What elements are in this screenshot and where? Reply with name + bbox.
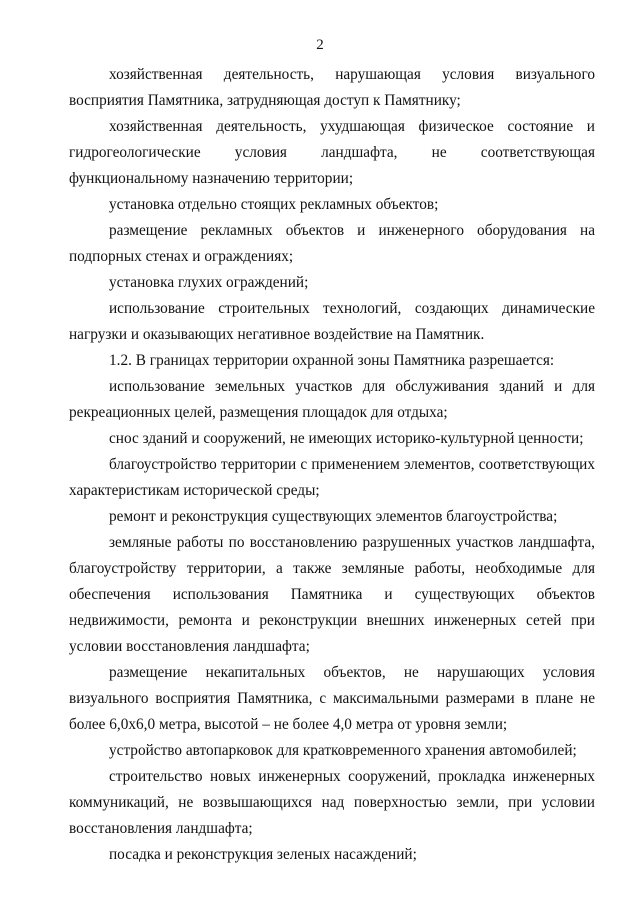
paragraph: размещение некапитальных объектов, не нарушающих условия визуального восприятия Памятника, с максимальными размерами в плане не более 6,0x6,0 метра, высотой – не более 4,0 метра от уровня земли; [69,664,595,733]
paragraph: земляные работы по восстановлению разрушенных участков ландшафта, благоустройству территории, а также земляные работы, необходимые для обеспечения использования Памятника и существующих объектов недвижимости, ремонта и реконструкции внешних инженерных сетей при условии восстановления ландшафта; [69,534,595,655]
paragraph: благоустройство территории с применением элементов, соответствующих характеристикам исторической среды; [69,456,595,499]
paragraph: использование земельных участков для обслуживания зданий и для рекреационных целей, размещения площадок для отдыха; [69,378,595,421]
paragraph: установка глухих ограждений; [109,274,309,291]
page-number: 2 [316,37,324,53]
paragraph: посадка и реконструкция зеленых насаждений; [109,846,417,863]
section-heading: 1.2. В границах территории охранной зоны Памятника разрешается: [109,352,555,369]
paragraph: размещение рекламных объектов и инженерного оборудования на подпорных стенах и ограждениях; [69,222,595,265]
paragraph: хозяйственная деятельность, нарушающая условия визуального восприятия Памятника, затрудняющая доступ к Памятнику; [69,66,595,109]
paragraph: снос зданий и сооружений, не имеющих историко-культурной ценности; [109,430,584,447]
paragraph: строительство новых инженерных сооружений, прокладка инженерных коммуникаций, не возвышающихся над поверхностью земли, при условии восстановления ландшафта; [69,768,595,837]
paragraph: ремонт и реконструкция существующих элементов благоустройства; [109,508,558,525]
document-body [69,62,595,868]
paragraph: установка отдельно стоящих рекламных объектов; [109,196,439,213]
paragraph: хозяйственная деятельность, ухудшающая физическое состояние и гидрогеологические условия ландшафта, не соответствующая функциональному назначению территории; [69,118,595,187]
paragraph: устройство автопарковок для кратковременного хранения автомобилей; [109,742,577,759]
paragraph: использование строительных технологий, создающих динамические нагрузки и оказывающих негативное воздействие на Памятник. [69,300,595,343]
